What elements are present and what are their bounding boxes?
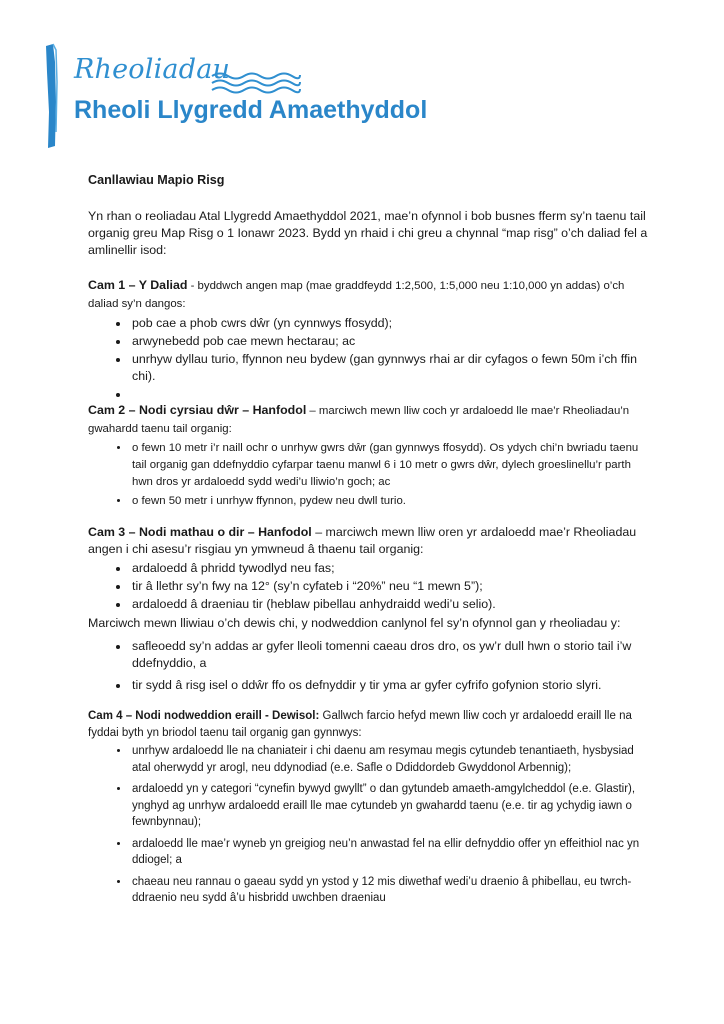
list-item: • safleoedd sy’n addas ar gyfer lleoli tomenni caeau dros dro, os yw’r dull hwn o storio tail i’w ddefnyddio, a	[130, 638, 648, 672]
document-heading: Canllawiau Mapio Risg	[88, 173, 225, 187]
main-title: Rheoli Llygredd Amaethyddol	[74, 96, 428, 124]
brush-stroke-logo	[44, 42, 58, 150]
section-step-4	[88, 708, 648, 907]
list-item: • tir sydd â risg isel o ddŵr ffo os defnyddir y tir yma ar gyfer cyfrifo gofynion storio slyri.	[130, 677, 648, 694]
section-lead: Cam 2 – Nodi cyrsiau dŵr – Hanfodol	[88, 403, 307, 417]
list-item-empty	[130, 386, 648, 401]
list-item: • tir â llethr sy’n fwy na 12° (sy’n cyfateb i “20%” neu “1 mewn 5”);	[130, 578, 648, 595]
list-item: • o fewn 50 metr i unrhyw ffynnon, pydew neu dwll turio.	[130, 493, 648, 510]
intro-paragraph: Yn rhan o reoliadau Atal Llygredd Amaethyddol 2021, mae’n ofynnol i bob busnes fferm sy’n taenu tail organig greu Map Risg o 1 Ionawr 2023. Bydd yn rhaid i chi greu a chynnal “map risg” o’ch daliad fel a amlinellir isod:	[88, 209, 648, 257]
section-step-1	[88, 277, 648, 401]
list-item: • pob cae a phob cwrs dŵr (yn cynnwys ffosydd);	[130, 315, 648, 332]
script-title: Rheoliadau	[74, 54, 231, 85]
page-header	[40, 40, 680, 160]
bullet-list	[88, 315, 648, 401]
list-item: • ardaloedd â draeniau tir (heblaw pibellau anhydraidd wedi’u selio).	[130, 596, 648, 613]
section-lead: Cam 1 – Y Daliad	[88, 278, 188, 292]
section-text: - byddwch angen map (mae graddfeydd 1:2,500, 1:5,000 neu 1:10,000 yn addas) o’ch daliad sy’n dangos:	[88, 280, 625, 310]
section-text: Gallwch farcio hefyd mewn lliw coch yr ardaloedd eraill lle na fyddai byth yn briodol taenu tail organig gan gynnwys:	[88, 710, 632, 739]
section-lead: Cam 4 – Nodi nodweddion eraill - Dewisol:	[88, 710, 320, 722]
bullet-list	[88, 440, 648, 510]
list-item: • o fewn 10 metr i’r naill ochr o unrhyw gwrs dŵr (gan gynnwys ffosydd). Os ydych chi’n bwriadu taenu tail organig gan ddefnyddio cyfarpar taenu manwl 6 i 10 metr o gwrs dŵr, dylech groeslinellu’r parth hwn dros yr ardaloedd sydd wedi’u lliwio’n goch; ac	[130, 440, 648, 491]
section-text: – marciwch mewn lliw oren yr ardaloedd mae’r Rheoliadau angen i chi asesu’r risgiau yn ymwneud â thaenu tail organig:	[88, 525, 637, 556]
bullet-list	[88, 560, 648, 613]
section-step-2	[88, 402, 648, 510]
list-item: • arwynebedd pob cae mewn hectarau; ac	[130, 333, 648, 350]
section-lead: Cam 3 – Nodi mathau o dir – Hanfodol	[88, 525, 312, 539]
section-text: – marciwch mewn lliw coch yr ardaloedd lle mae’r Rheoliadau’n gwahardd taenu tail organig:	[88, 405, 630, 435]
bullet-list	[88, 743, 648, 907]
list-item: • ardaloedd â phridd tywodlyd neu fas;	[130, 560, 648, 577]
list-item: • unrhyw dyllau turio, ffynnon neu bydew (gan gynnwys rhai ar dir cyfagos o fewn 50m i’ch ffin chi).	[130, 351, 648, 385]
document-body	[88, 172, 648, 909]
list-item: • ardaloedd yn y categori “cynefin bywyd gwyllt” o dan gytundeb amaeth-amgylcheddol (e.e. Glastir), ynghyd ag unrhyw ardaloedd eraill lle mae cytundeb yn gwahardd taenu (e.e. tir ag ychydig iawn o fewnbynnau);	[130, 781, 648, 831]
list-item: • unrhyw ardaloedd lle na chaniateir i chi daenu am resymau megis cytundeb tenantiaeth, hysbysiad atal oherwydd yr arogl, neu ddynodiad (e.e. Safle o Ddiddordeb Gwyddonol Arbennig);	[130, 743, 648, 776]
bullet-list	[88, 638, 648, 694]
list-item: • chaeau neu rannau o gaeau sydd yn ystod y 12 mis diwethaf wedi’u draenio â phibellau, eu twrch-ddraenio neu sydd â’u hisbridd uwchben draeniau	[130, 874, 648, 907]
list-item: • ardaloedd lle mae’r wyneb yn greigiog neu’n anwastad fel na ellir defnyddio offer yn effeithiol nac yn ddiogel; a	[130, 836, 648, 869]
features-paragraph: Marciwch mewn lliwiau o’ch dewis chi, y nodweddion canlynol fel sy’n ofynnol gan y rheoliadau y:	[88, 616, 621, 630]
waves-icon	[210, 68, 302, 96]
section-step-3	[88, 524, 648, 694]
